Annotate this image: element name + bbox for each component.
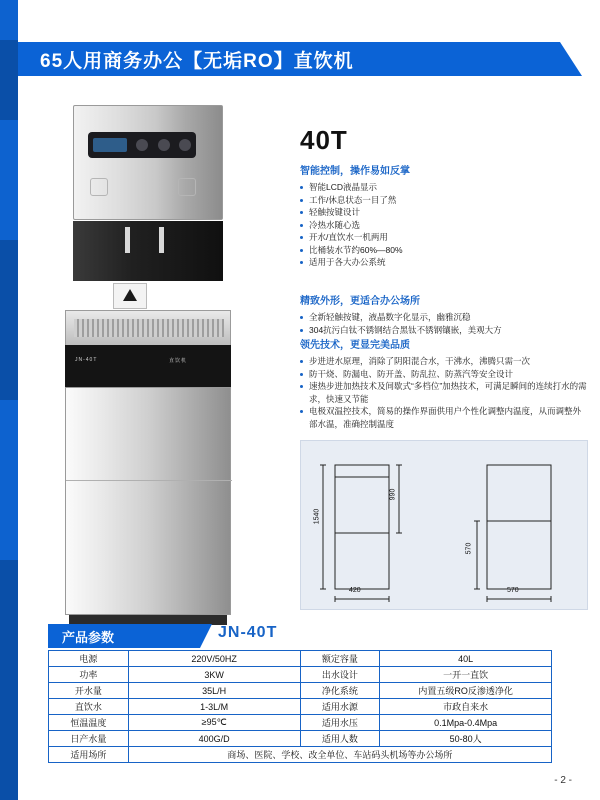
spec-table [48,650,552,763]
list-item: 电极双温控技术，简易的操作界面供用户个性化调整内温度，从而调整外部水温，准确控制温度 [300,405,588,430]
feature-section-2 [300,292,588,336]
list-item: 工作/休息状态一目了然 [300,194,588,207]
header-corner-cut [560,42,582,76]
list-item: 防干烧、防漏电、防开盖、防乱拉、防蒸汽等安全设计 [300,368,588,381]
dim-front-width: 420 [349,587,361,594]
feature-section-1 [300,162,588,269]
cell-value: 50-80人 [380,731,552,747]
params-header [48,624,200,648]
cell-value: 220V/50HZ [128,651,300,667]
table-row [49,747,552,763]
cell-key: 日产水量 [49,731,129,747]
list-item: 适用于各大办公系统 [300,256,588,269]
list-item: 速热步进加热技术及间歇式“多档位”加热技术，可满足瞬间的连续打水的需求，快速又节能 [300,380,588,405]
cell-key: 适用场所 [49,747,129,763]
list-item: 比桶装水节约60%—80% [300,244,588,257]
table-row [49,667,552,683]
drip-tray [65,310,231,346]
machine-cabinet [65,387,231,615]
cell-value: ≥95℃ [128,715,300,731]
list-item: 智能LCD液晶显示 [300,181,588,194]
table-row [49,651,552,667]
machine-label-band [65,345,231,387]
cell-value: 1-3L/M [128,699,300,715]
params-header-label: 产品参数 [62,629,115,645]
control-panel [88,132,196,158]
params-header-corner [200,624,212,648]
cell-key: 功率 [49,667,129,683]
cell-value: 市政自来水 [380,699,552,715]
cell-value: 一开一直饮 [380,667,552,683]
table-row [49,715,552,731]
params-model: JN-40T [218,624,278,641]
cell-key: 净化系统 [300,683,380,699]
cell-value: 40L [380,651,552,667]
list-item: 步进进水原理，消除了阴阳混合水，干沸水，沸腾只需一次 [300,355,588,368]
page-header [18,42,582,76]
dimension-drawing [300,440,588,610]
faucet-icon [125,227,130,253]
cell-value: 0.1Mpa-0.4Mpa [380,715,552,731]
panel-button-icon [136,139,148,151]
machine-brand-right: 直饮机 [169,358,188,364]
warning-label [113,283,147,309]
feature-list [300,311,588,336]
lcd-display-icon [93,138,127,152]
dim-side-width: 570 [507,587,519,594]
product-photo [55,105,240,625]
cell-value: 35L/H [128,683,300,699]
tray-grille-icon [74,319,224,337]
cell-value: 商场、医院、学校、改全单位、车站码头机场等办公场所 [128,747,551,763]
cabinet-seam [66,480,232,481]
list-item: 轻触按键设计 [300,206,588,219]
machine-brand-left: JN-40T [75,357,98,363]
warning-triangle-icon [123,289,137,301]
dim-lower-height: 570 [465,542,473,555]
vent-icon [178,178,196,196]
cell-key: 额定容量 [300,651,380,667]
cell-key: 适用水源 [300,699,380,715]
list-item: 全新轻触按键，液晶数字化显示，幽雅沉稳 [300,311,588,324]
cell-value: 3KW [128,667,300,683]
feature-list [300,355,588,430]
table-row [49,731,552,747]
product-model: 40T [300,125,348,155]
panel-button-icon [179,139,191,151]
panel-button-icon [158,139,170,151]
page-number: - 2 - [554,775,572,786]
cell-key: 开水量 [49,683,129,699]
list-item: 304抗污白钛不锈钢结合黑钛不锈钢镶嵌，美观大方 [300,324,588,337]
table-row [49,699,552,715]
list-item: 开水/直饮水一机两用 [300,231,588,244]
feature-list [300,181,588,269]
dim-upper-height: 990 [389,488,397,501]
page-title: 65人用商务办公【无垢RO】直饮机 [40,50,354,72]
list-item: 冷热水随心选 [300,219,588,232]
feature-section-3 [300,336,588,430]
dim-total-height: 1540 [313,508,321,525]
cell-key: 出水设计 [300,667,380,683]
faucet-icon [159,227,164,253]
section-title: 精致外形，更适合办公场所 [300,296,420,307]
cell-value: 内置五级RO反渗透净化 [380,683,552,699]
machine-top-unit [73,105,223,220]
table-row [49,683,552,699]
cell-key: 电源 [49,651,129,667]
cell-key: 适用水压 [300,715,380,731]
cell-key: 适用人数 [300,731,380,747]
dispenser-section [73,221,223,281]
cell-key: 恒温温度 [49,715,129,731]
section-title: 智能控制，操作易如反掌 [300,166,410,177]
cell-value: 400G/D [128,731,300,747]
section-title: 领先技术，更显完美品质 [300,340,410,351]
cell-key: 直饮水 [49,699,129,715]
vent-icon [90,178,108,196]
left-decor-rail [0,0,18,800]
